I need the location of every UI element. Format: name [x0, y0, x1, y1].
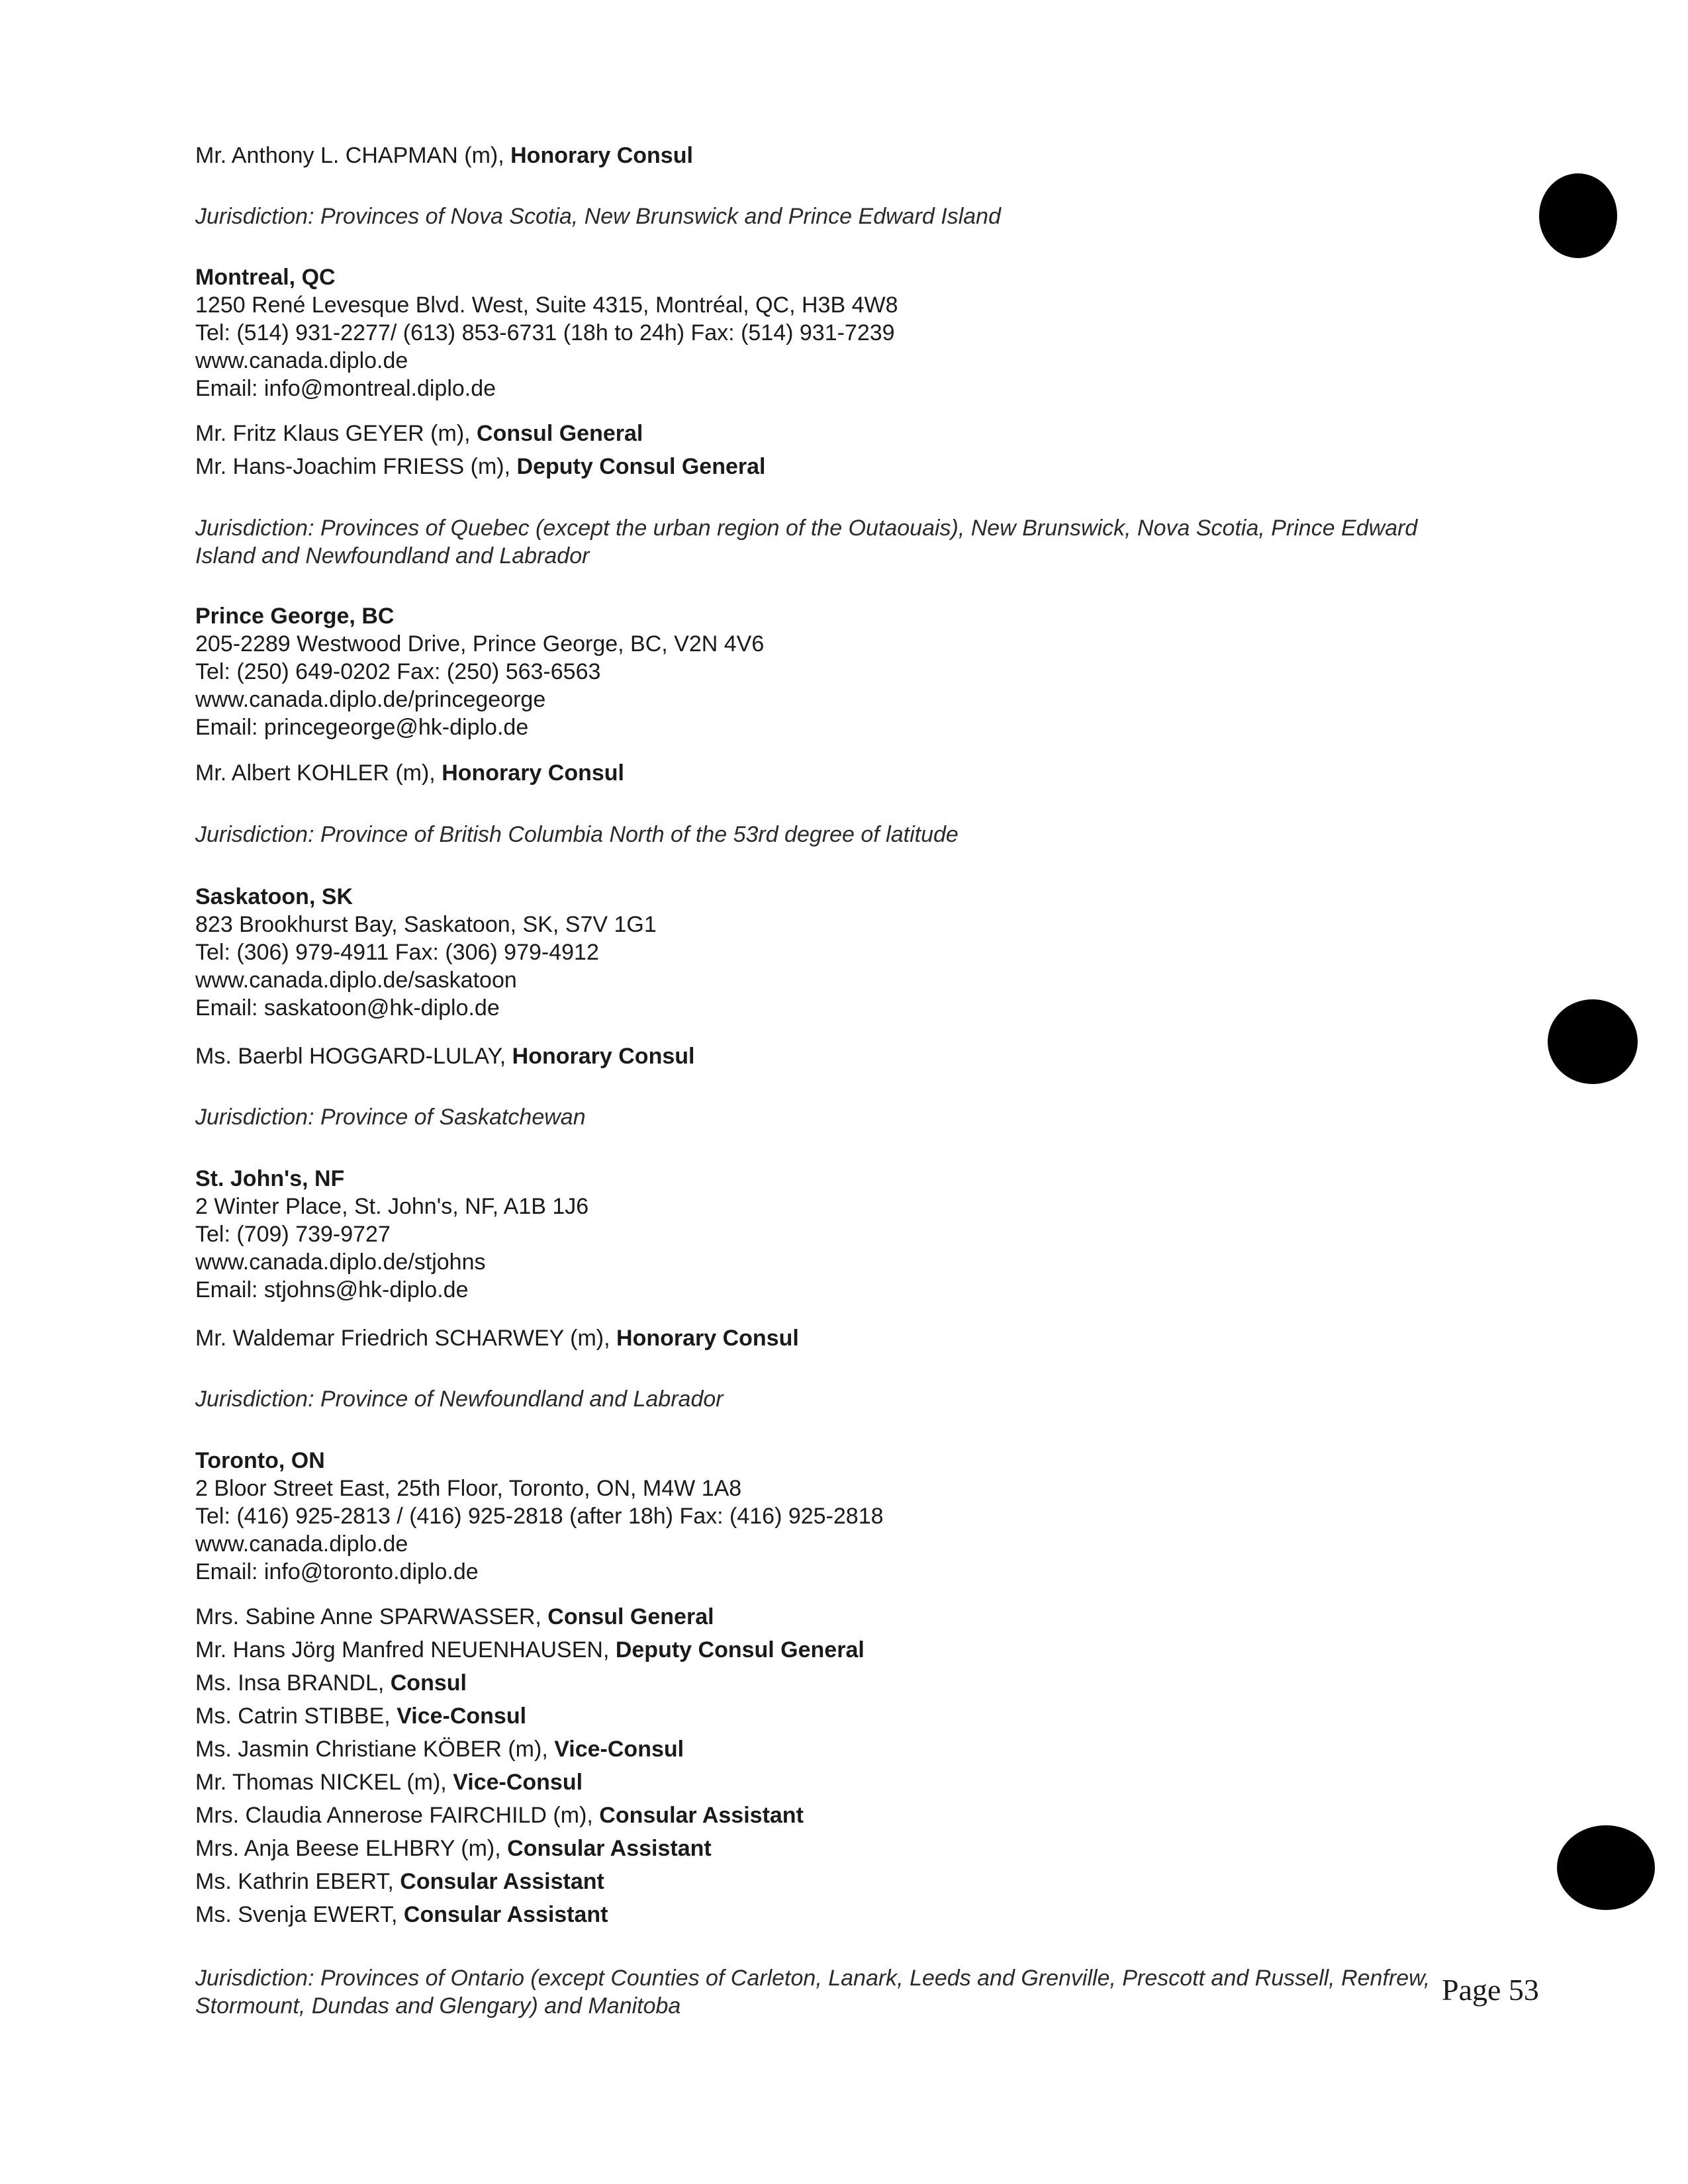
- staff-name: Mrs. Claudia Annerose FAIRCHILD (m),: [195, 1803, 600, 1828]
- st-johns-staff-list: [195, 1322, 1486, 1355]
- prince-george-jurisdiction: Jurisdiction: Province of British Columbia North of the 53rd degree of latitude: [195, 822, 959, 847]
- punch-hole-mark: [1548, 999, 1638, 1084]
- staff-role: Vice-Consul: [554, 1737, 684, 1762]
- phone-fax: Tel: (709) 739-9727: [195, 1222, 391, 1247]
- staff-entry: [195, 1733, 1486, 1766]
- staff-role: Deputy Consul General: [516, 454, 766, 479]
- top-jurisdiction: Jurisdiction: Provinces of Nova Scotia, New Brunswick and Prince Edward Island: [195, 204, 1001, 229]
- city-heading: Prince George, BC: [195, 604, 395, 629]
- phone-fax: Tel: (514) 931-2277/ (613) 853-6731 (18h to 24h) Fax: (514) 931-7239: [195, 320, 895, 345]
- toronto-jurisdiction: Jurisdiction: Provinces of Ontario (except Counties of Carleton, Lanark, Leeds and Grenville, Prescott and Russell, Renfrew, Stormount, Dundas and Glengary) and Manitoba: [195, 1966, 1430, 2019]
- montreal-jurisdiction: Jurisdiction: Provinces of Quebec (except the urban region of the Outaouais), New Brunswick, Nova Scotia, Prince Edward Island and Newfoundland and Labrador: [195, 516, 1418, 569]
- top-person: [195, 142, 1486, 169]
- email: Email: stjohns@hk-diplo.de: [195, 1277, 469, 1302]
- staff-name: Mr. Hans Jörg Manfred NEUENHAUSEN,: [195, 1637, 616, 1662]
- saskatoon-staff-list: [195, 1040, 1486, 1073]
- staff-role: Consular Assistant: [599, 1803, 804, 1828]
- city-heading: St. John's, NF: [195, 1166, 345, 1191]
- address: 1250 René Levesque Blvd. West, Suite 4315, Montréal, QC, H3B 4W8: [195, 293, 898, 318]
- staff-entry: [195, 1898, 1486, 1931]
- saskatoon-jurisdiction: Jurisdiction: Province of Saskatchewan: [195, 1105, 586, 1130]
- website-link: www.canada.diplo.de: [195, 1531, 408, 1557]
- address: 2 Winter Place, St. John's, NF, A1B 1J6: [195, 1194, 589, 1219]
- staff-role: Consular Assistant: [400, 1869, 604, 1894]
- staff-role: Consular Assistant: [507, 1836, 712, 1861]
- staff-role: Honorary Consul: [512, 1044, 695, 1069]
- prince-george-staff-list: [195, 756, 1486, 790]
- website-link: www.canada.diplo.de/saskatoon: [195, 968, 517, 993]
- montreal-contact-block: [195, 263, 1486, 402]
- staff-role: Consul: [390, 1670, 467, 1696]
- staff-name: Mr. Albert KOHLER (m),: [195, 760, 442, 786]
- staff-name: Ms. Catrin STIBBE,: [195, 1704, 397, 1729]
- staff-entry: [195, 1666, 1486, 1700]
- email: Email: info@montreal.diplo.de: [195, 376, 496, 401]
- staff-entry: [195, 1322, 1486, 1355]
- email: Email: info@toronto.diplo.de: [195, 1559, 479, 1584]
- staff-role: Honorary Consul: [616, 1326, 799, 1351]
- staff-name: Mrs. Sabine Anne SPARWASSER,: [195, 1604, 548, 1629]
- staff-entry: [195, 756, 1486, 790]
- staff-name: Mr. Fritz Klaus GEYER (m),: [195, 421, 477, 446]
- city-heading: Toronto, ON: [195, 1448, 325, 1473]
- website-link: www.canada.diplo.de/stjohns: [195, 1250, 486, 1275]
- staff-entry: [195, 417, 1486, 450]
- staff-name: Ms. Kathrin EBERT,: [195, 1869, 400, 1894]
- staff-name: Ms. Jasmin Christiane KÖBER (m),: [195, 1737, 555, 1762]
- staff-name: Mrs. Anja Beese ELHBRY (m),: [195, 1836, 508, 1861]
- page-number: Page 53: [1442, 1973, 1539, 2007]
- staff-name: Mr. Waldemar Friedrich SCHARWEY (m),: [195, 1326, 617, 1351]
- toronto-contact-block: [195, 1447, 1486, 1586]
- staff-name: Mr. Thomas NICKEL (m),: [195, 1770, 453, 1795]
- st-johns-jurisdiction: Jurisdiction: Province of Newfoundland and Labrador: [195, 1387, 724, 1412]
- staff-role: Consul General: [547, 1604, 714, 1629]
- st-johns-contact-block: [195, 1165, 1486, 1304]
- punch-hole-mark: [1539, 173, 1617, 258]
- city-heading: Saskatoon, SK: [195, 884, 353, 909]
- staff-role: Honorary Consul: [442, 760, 624, 786]
- staff-entry: [195, 1633, 1486, 1666]
- staff-name: Ms. Svenja EWERT,: [195, 1902, 404, 1927]
- website-link: www.canada.diplo.de: [195, 348, 408, 373]
- address: 205-2289 Westwood Drive, Prince George, BC, V2N 4V6: [195, 631, 765, 657]
- staff-entry: [195, 450, 1486, 483]
- phone-fax: Tel: (250) 649-0202 Fax: (250) 563-6563: [195, 659, 601, 684]
- staff-role: Vice-Consul: [453, 1770, 583, 1795]
- staff-entry: [195, 1600, 1486, 1633]
- staff-role: Deputy Consul General: [615, 1637, 865, 1662]
- staff-role: Consular Assistant: [403, 1902, 608, 1927]
- saskatoon-contact-block: [195, 883, 1486, 1022]
- staff-entry: [195, 1700, 1486, 1733]
- staff-role: Vice-Consul: [397, 1704, 527, 1729]
- city-heading: Montreal, QC: [195, 265, 336, 290]
- staff-entry: [195, 1799, 1486, 1832]
- email: Email: saskatoon@hk-diplo.de: [195, 995, 500, 1021]
- phone-fax: Tel: (306) 979-4911 Fax: (306) 979-4912: [195, 940, 599, 965]
- montreal-staff-list: [195, 417, 1486, 483]
- punch-hole-mark: [1557, 1825, 1655, 1910]
- email: Email: princegeorge@hk-diplo.de: [195, 715, 529, 740]
- staff-name: Mr. Hans-Joachim FRIESS (m),: [195, 454, 517, 479]
- staff-role: Consul General: [477, 421, 643, 446]
- phone-fax: Tel: (416) 925-2813 / (416) 925-2818 (after 18h) Fax: (416) 925-2818: [195, 1504, 884, 1529]
- prince-george-contact-block: [195, 602, 1486, 741]
- staff-entry: [195, 1040, 1486, 1073]
- toronto-staff-list: [195, 1600, 1486, 1931]
- staff-entry: [195, 1766, 1486, 1799]
- staff-entry: [195, 1832, 1486, 1865]
- address: 2 Bloor Street East, 25th Floor, Toronto, ON, M4W 1A8: [195, 1476, 742, 1501]
- staff-entry: [195, 1865, 1486, 1898]
- address: 823 Brookhurst Bay, Saskatoon, SK, S7V 1G1: [195, 912, 657, 937]
- website-link: www.canada.diplo.de/princegeorge: [195, 687, 546, 712]
- person-role: Honorary Consul: [510, 143, 693, 168]
- staff-name: Ms. Insa BRANDL,: [195, 1670, 391, 1696]
- person-name: Mr. Anthony L. CHAPMAN (m),: [195, 143, 511, 168]
- staff-name: Ms. Baerbl HOGGARD-LULAY,: [195, 1044, 512, 1069]
